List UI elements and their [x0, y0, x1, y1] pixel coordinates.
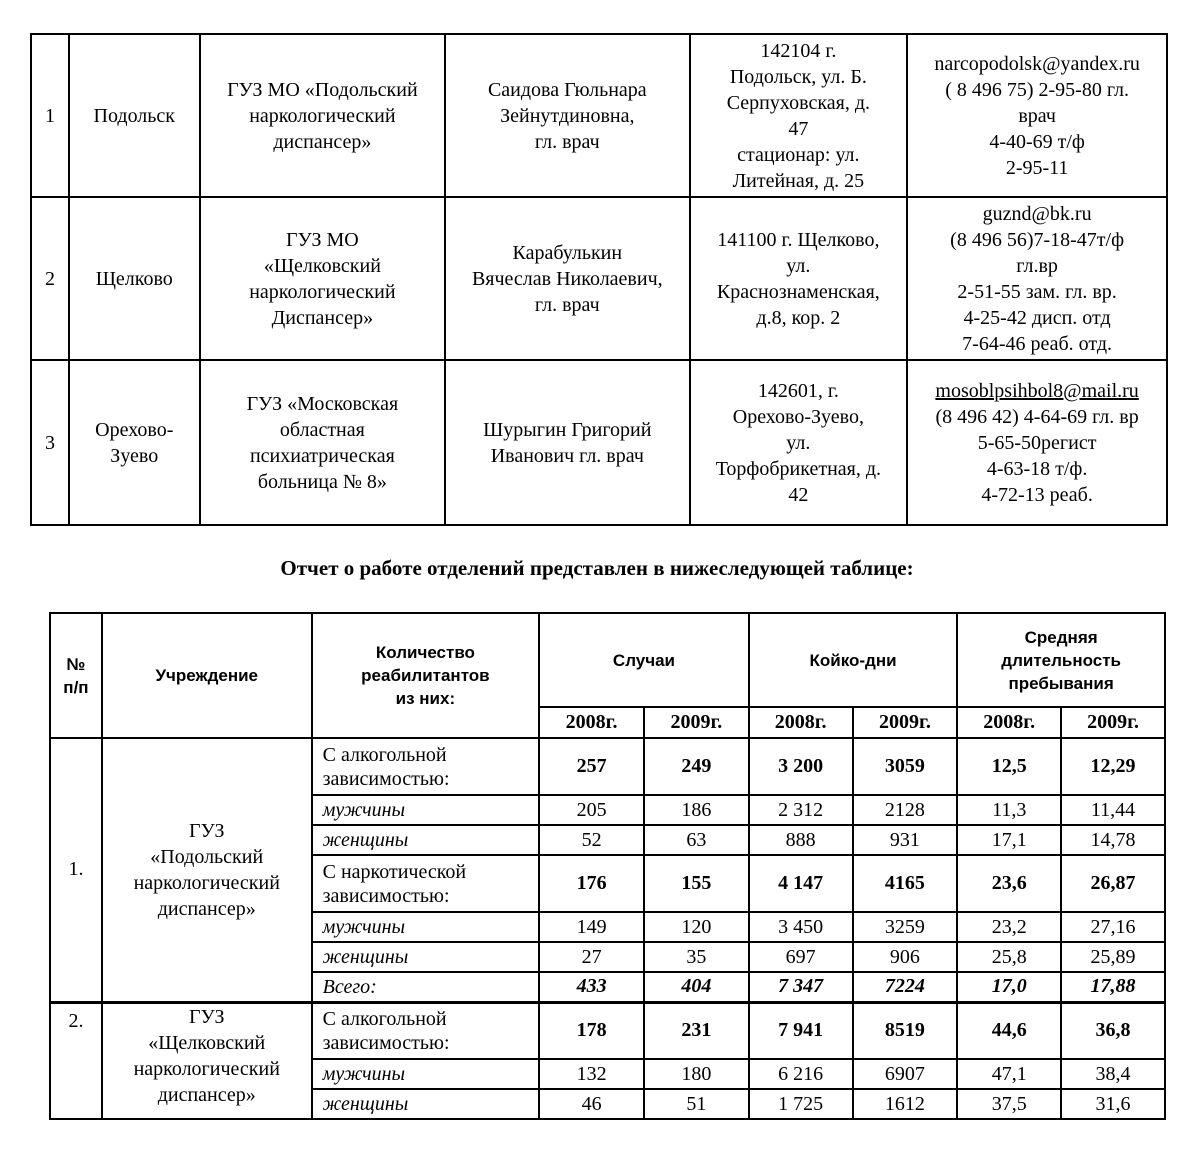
report-heading: Отчет о работе отделений представлен в нижеследующей таблице: — [280, 556, 914, 580]
value-cell: 6 216 — [749, 1059, 853, 1089]
category-label: женщины — [312, 825, 540, 855]
value-cell: 12,29 — [1061, 738, 1165, 795]
value-cell: 888 — [749, 825, 853, 855]
value-cell: 26,87 — [1061, 855, 1165, 912]
head-physician-cell — [445, 34, 689, 197]
value-cell: 205 — [539, 795, 644, 825]
value-cell: 7 941 — [749, 1002, 853, 1059]
value-cell: 23,2 — [957, 912, 1061, 942]
institution-cell-text: ГУЗ МО «Щелковский наркологический Диспансер» — [249, 228, 396, 329]
row-number — [31, 197, 69, 360]
address-cell — [690, 197, 908, 360]
contacts-row — [31, 360, 1167, 525]
value-cell: 36,8 — [1061, 1002, 1165, 1059]
header-year: 2008г. — [957, 707, 1061, 738]
value-cell: 27,16 — [1061, 912, 1165, 942]
city-cell — [69, 197, 200, 360]
table-row — [50, 1002, 1165, 1059]
header-num: № п/п — [50, 613, 102, 738]
row-number-text: 2 — [44, 267, 55, 290]
value-cell: 249 — [644, 738, 749, 795]
contacts-cell-text: narcopodolsk@yandex.ru ( 8 496 75) 2-95-80 гл. врач 4-40-69 т/ф 2-95-11 — [934, 52, 1140, 179]
value-cell: 257 — [539, 738, 644, 795]
value-cell: 8519 — [853, 1002, 958, 1059]
value-cell: 931 — [853, 825, 958, 855]
header-year: 2009г. — [644, 707, 749, 738]
value-cell: 3 450 — [749, 912, 853, 942]
report-table — [49, 612, 1166, 1120]
value-cell: 4165 — [853, 855, 958, 912]
value-cell: 25,89 — [1061, 942, 1165, 972]
value-cell: 1612 — [853, 1089, 958, 1119]
value-cell: 12,5 — [957, 738, 1061, 795]
value-cell: 906 — [853, 942, 958, 972]
address-cell-text: 141100 г. Щелково, ул. Краснознаменская, д.8, кор. 2 — [716, 228, 880, 329]
address-cell — [690, 360, 908, 525]
value-cell: 25,8 — [957, 942, 1061, 972]
value-cell: 3059 — [853, 738, 958, 795]
value-cell: 14,78 — [1061, 825, 1165, 855]
contacts-cell — [907, 34, 1167, 197]
value-cell: 52 — [539, 825, 644, 855]
value-cell: 186 — [644, 795, 749, 825]
value-cell: 35 — [644, 942, 749, 972]
contacts-row — [31, 34, 1167, 197]
table-row — [50, 738, 1165, 795]
address-cell-text: 142104 г. Подольск, ул. Б. Серпуховская, д. 47 стационар: ул. Литейная, д. 25 — [726, 39, 870, 192]
city-cell — [69, 360, 200, 525]
value-cell: 46 — [539, 1089, 644, 1119]
row-number-text: 1 — [44, 104, 55, 127]
address-cell-text: 142601, г. Орехово-Зуево, ул. Торфобрикетная, д. 42 — [715, 379, 882, 506]
city-cell-text: Орехово- Зуево — [95, 418, 174, 467]
value-cell: 404 — [644, 972, 749, 1002]
email-link[interactable]: mosoblpsihbol8@mail.ru — [935, 379, 1139, 402]
institution-name: ГУЗ «Щелковский наркологический диспансер» — [102, 1002, 312, 1119]
contacts-table — [30, 33, 1168, 526]
header-count: Количество реабилитантов из них: — [312, 613, 540, 738]
contacts-cell — [907, 197, 1167, 360]
value-cell: 63 — [644, 825, 749, 855]
row-number-text: 3 — [44, 431, 55, 454]
value-cell: 11,44 — [1061, 795, 1165, 825]
value-cell: 23,6 — [957, 855, 1061, 912]
value-cell: 4 147 — [749, 855, 853, 912]
value-cell: 120 — [644, 912, 749, 942]
institution-cell — [200, 360, 445, 525]
header-avg-stay: Средняя длительность пребывания — [957, 613, 1165, 707]
header-year: 2009г. — [853, 707, 958, 738]
category-label: С наркотической зависимостью: — [312, 855, 540, 912]
value-cell: 155 — [644, 855, 749, 912]
head-physician-cell-text: Саидова Гюльнара Зейнутдиновна, гл. врач — [487, 78, 647, 153]
value-cell: 3259 — [853, 912, 958, 942]
value-cell: 38,4 — [1061, 1059, 1165, 1089]
value-cell: 17,88 — [1061, 972, 1165, 1002]
category-label: женщины — [312, 1089, 540, 1119]
value-cell: 2128 — [853, 795, 958, 825]
institution-cell — [200, 34, 445, 197]
value-cell: 11,3 — [957, 795, 1061, 825]
city-cell-text: Щелково — [95, 267, 173, 290]
value-cell: 3 200 — [749, 738, 853, 795]
value-cell: 180 — [644, 1059, 749, 1089]
value-cell: 17,0 — [957, 972, 1061, 1002]
value-cell: 2 312 — [749, 795, 853, 825]
value-cell: 231 — [644, 1002, 749, 1059]
institution-cell-text: ГУЗ МО «Подольский наркологический диспансер» — [227, 78, 418, 153]
head-physician-cell — [445, 360, 689, 525]
contacts-cell-text: guznd@bk.ru (8 496 56)7-18-47т/ф гл.вр 2-51-55 зам. гл. вр. 4-25-42 дисп. отд 7-64-46 реаб. отд. — [950, 202, 1125, 355]
value-cell: 433 — [539, 972, 644, 1002]
header-institution: Учреждение — [102, 613, 312, 738]
value-cell: 149 — [539, 912, 644, 942]
value-cell: 7224 — [853, 972, 958, 1002]
institution-cell — [200, 197, 445, 360]
value-cell: 31,6 — [1061, 1089, 1165, 1119]
value-cell: 44,6 — [957, 1002, 1061, 1059]
value-cell: 27 — [539, 942, 644, 972]
contacts-cell — [907, 360, 1167, 525]
city-cell — [69, 34, 200, 197]
category-label: мужчины — [312, 912, 540, 942]
value-cell: 17,1 — [957, 825, 1061, 855]
city-cell-text: Подольск — [93, 104, 176, 127]
value-cell: 176 — [539, 855, 644, 912]
address-cell — [690, 34, 908, 197]
row-number — [31, 360, 69, 525]
contacts-row — [31, 197, 1167, 360]
header-cases: Случаи — [539, 613, 749, 707]
header-year: 2008г. — [539, 707, 644, 738]
value-cell: 178 — [539, 1002, 644, 1059]
category-label: С алкогольной зависимостью: — [312, 1002, 540, 1059]
category-label: женщины — [312, 942, 540, 972]
value-cell: 47,1 — [957, 1059, 1061, 1089]
value-cell: 6907 — [853, 1059, 958, 1089]
row-number — [31, 34, 69, 197]
category-label: Всего: — [312, 972, 540, 1002]
institution-name: ГУЗ «Подольский наркологический диспансер» — [102, 738, 312, 1002]
header-year: 2008г. — [749, 707, 853, 738]
value-cell: 697 — [749, 942, 853, 972]
category-label: мужчины — [312, 795, 540, 825]
header-year: 2009г. — [1061, 707, 1165, 738]
group-number: 1. — [50, 738, 102, 1002]
value-cell: 132 — [539, 1059, 644, 1089]
header-bed-days: Койко-дни — [749, 613, 958, 707]
group-number: 2. — [50, 1002, 102, 1119]
institution-cell-text: ГУЗ «Московская областная психиатрическая больница № 8» — [246, 392, 399, 493]
value-cell: 51 — [644, 1089, 749, 1119]
contacts-cell-text: (8 496 42) 4-64-69 гл. вр 5-65-50регист 4-63-18 т/ф. 4-72-13 реаб. — [935, 405, 1139, 506]
value-cell: 7 347 — [749, 972, 853, 1002]
value-cell: 1 725 — [749, 1089, 853, 1119]
category-label: С алкогольной зависимостью: — [312, 738, 540, 795]
value-cell: 37,5 — [957, 1089, 1061, 1119]
head-physician-cell-text: Карабулькин Вячеслав Николаевич, гл. врач — [471, 241, 663, 316]
head-physician-cell-text: Шурыгин Григорий Иванович гл. врач — [483, 418, 652, 467]
head-physician-cell — [445, 197, 689, 360]
category-label: мужчины — [312, 1059, 540, 1089]
